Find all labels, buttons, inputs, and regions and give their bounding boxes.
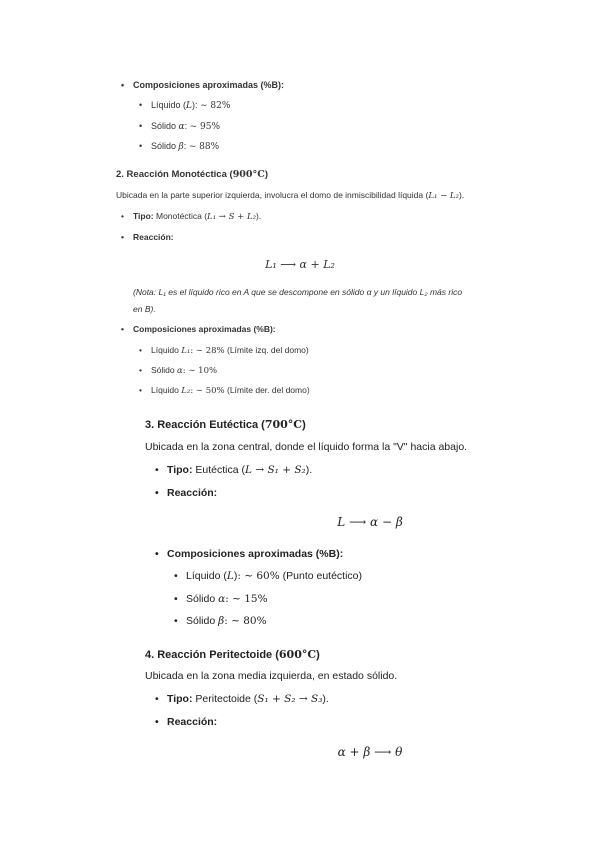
section-4-reaction-equation: α + β ⟶ θ xyxy=(337,745,403,759)
list-item: • Sólido α: ∼ 10% xyxy=(151,365,217,376)
section-description: Ubicada en la zona central, donde el líquido forma la "V" hacia abajo. xyxy=(145,441,468,453)
section-heading: 2. Reacción Monotéctica (900°C) xyxy=(116,169,269,180)
composiciones-label: • Composiciones aproximadas (%B): xyxy=(133,324,276,334)
reaction-note-cont: en B). xyxy=(133,304,156,314)
section-4-reaccion-item: • Reacción: xyxy=(167,716,217,728)
section-heading: 3. Reacción Eutéctica (700°C) xyxy=(145,418,306,431)
section-description: Ubicada en la parte superior izquierda, involucra el domo de inmiscibilidad líquida (L₁ − L₂). xyxy=(116,190,465,201)
reaction-note: (Nota: L₁ es el líquido rico en A que se descompone en sólido α y un líquido L₂ más rico xyxy=(133,287,463,297)
reaction-equation: L ⟶ α − β xyxy=(337,515,403,529)
list-item: • Sólido α: ∼ 15% xyxy=(186,593,268,605)
tipo-item: • Tipo: Monotéctica (L₁ → S + L₂). xyxy=(133,211,261,222)
section-4-description: Ubicada en la zona media izquierda, en estado sólido. xyxy=(145,670,398,682)
list-item: • Sólido β: ∼ 88% xyxy=(151,141,219,152)
list-item: • Líquido (L): ∼ 82% xyxy=(151,100,230,111)
list-item: • Líquido L₂: ∼ 50% (Límite der. del domo) xyxy=(151,385,310,396)
list-item: • Líquido L₁: ∼ 28% (Límite izq. del domo) xyxy=(151,345,309,356)
reaccion-item: • Reacción: xyxy=(133,232,174,242)
section-4-heading: 4. Reacción Peritectoide (600°C) xyxy=(145,648,320,661)
section-4-tipo-item: • Tipo: Peritectoide (S₁ + S₂ → S₃). xyxy=(167,693,329,705)
composiciones-label: • Composiciones aproximadas (%B): xyxy=(167,548,343,560)
tipo-item: • Tipo: Eutéctica (L → S₁ + S₂). xyxy=(167,464,312,476)
list-item: • Sólido β: ∼ 80% xyxy=(186,615,267,627)
reaction-equation: L₁ ⟶ α + L₂ xyxy=(265,258,335,271)
reaccion-item: • Reacción: xyxy=(167,487,217,499)
composiciones-label: • Composiciones aproximadas (%B): xyxy=(133,80,284,90)
list-item: • Líquido (L): ∼ 60% (Punto eutéctico) xyxy=(186,570,362,582)
list-item: • Sólido α: ∼ 95% xyxy=(151,121,220,132)
